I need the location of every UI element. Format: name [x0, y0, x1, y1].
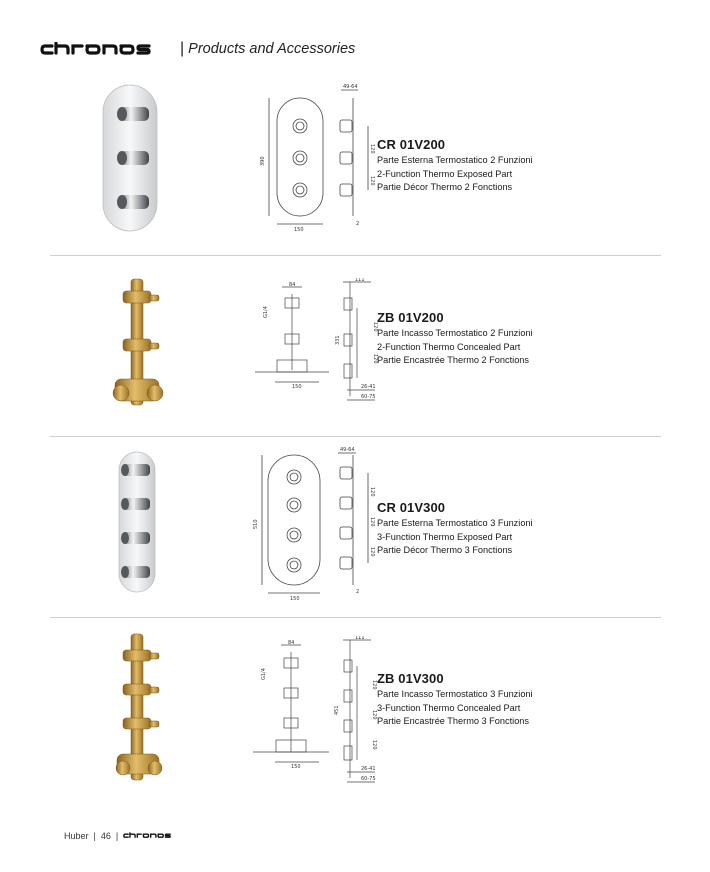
description-fr: Partie Encastrée Thermo 3 Fonctions	[377, 716, 530, 726]
description-fr: Partie Encastrée Thermo 2 Fonctions	[377, 355, 530, 365]
svg-text:150: 150	[291, 764, 301, 770]
product-photo-zb01v200	[109, 275, 167, 420]
svg-text:120: 120	[369, 517, 375, 527]
page-footer	[64, 831, 181, 841]
svg-text:120: 120	[372, 322, 378, 332]
description-fr: Partie Décor Thermo 3 Fonctions	[377, 545, 513, 555]
chronos-logo	[40, 42, 174, 56]
svg-text:120: 120	[369, 176, 375, 186]
svg-text:120: 120	[371, 740, 377, 750]
product-code: CR 01V200	[377, 137, 446, 152]
page-number: 46	[100, 831, 111, 841]
header-separator: |	[180, 40, 185, 57]
product-photo-zb01v300	[111, 630, 167, 795]
product-code: ZB 01V300	[377, 671, 444, 686]
svg-text:510: 510	[253, 519, 259, 529]
svg-text:84: 84	[288, 640, 295, 646]
svg-text:G1/4: G1/4	[263, 306, 269, 318]
description-it: Parte Incasso Termostatico 2 Funzioni	[377, 328, 533, 338]
footer-company: Huber	[64, 831, 89, 841]
description-en: 3-Function Thermo Concealed Part	[377, 702, 521, 713]
description-fr: Partie Décor Thermo 2 Fonctions	[377, 182, 513, 192]
description-it: Parte Esterna Termostatico 2 Funzioni	[377, 155, 533, 165]
page-title: Products and Accessories	[188, 41, 356, 57]
technical-drawing-cr01v200	[258, 84, 388, 239]
svg-text:120: 120	[372, 354, 378, 364]
product-code: CR 01V300	[377, 500, 446, 515]
svg-text:120: 120	[369, 547, 375, 557]
svg-text:150: 150	[294, 227, 304, 233]
svg-text:150: 150	[292, 384, 302, 390]
svg-text:26-41: 26-41	[361, 384, 376, 390]
svg-text:120: 120	[369, 144, 375, 154]
product-info-cr01v200	[377, 137, 533, 195]
svg-text:60-75: 60-75	[361, 776, 376, 782]
technical-drawing-zb01v300	[245, 636, 387, 793]
product-photo-cr01v200	[101, 83, 159, 238]
section-divider	[50, 436, 661, 437]
svg-text:84: 84	[289, 282, 296, 288]
product-info-cr01v300	[377, 500, 533, 558]
svg-text:60-75: 60-75	[361, 394, 376, 400]
product-photo-cr01v300	[117, 450, 157, 599]
svg-text:49-64: 49-64	[340, 447, 355, 453]
footer-separator: |	[115, 831, 119, 841]
description-en: 3-Function Thermo Exposed Part	[377, 531, 513, 542]
product-code: ZB 01V200	[377, 310, 444, 325]
svg-text:451: 451	[334, 705, 340, 715]
description-it: Parte Incasso Termostatico 3 Funzioni	[377, 689, 533, 699]
svg-text:120: 120	[371, 680, 377, 690]
footer-separator: |	[93, 831, 96, 841]
description-en: 2-Function Thermo Concealed Part	[377, 341, 521, 352]
svg-text:120: 120	[371, 710, 377, 720]
svg-text:120: 120	[369, 487, 375, 497]
technical-drawing-zb01v200	[247, 278, 387, 411]
section-divider	[50, 617, 661, 618]
svg-text:26-41: 26-41	[361, 766, 376, 772]
svg-text:49-64: 49-64	[343, 84, 358, 90]
svg-text:2: 2	[356, 221, 360, 227]
svg-text:150: 150	[290, 596, 300, 601]
footer-chronos-logo	[123, 831, 181, 841]
svg-text:390: 390	[260, 156, 266, 166]
product-info-zb01v300	[377, 671, 533, 729]
svg-text:111: 111	[355, 278, 365, 283]
technical-drawing-cr01v300	[252, 445, 388, 606]
product-info-zb01v200	[377, 310, 533, 368]
svg-text:2: 2	[356, 589, 360, 595]
description-it: Parte Esterna Termostatico 3 Funzioni	[377, 518, 533, 528]
description-en: 2-Function Thermo Exposed Part	[377, 168, 513, 179]
svg-text:G1/4: G1/4	[261, 668, 267, 680]
svg-text:111: 111	[355, 636, 365, 641]
svg-text:331: 331	[335, 335, 341, 345]
section-divider	[50, 255, 661, 256]
page-header	[40, 38, 355, 60]
